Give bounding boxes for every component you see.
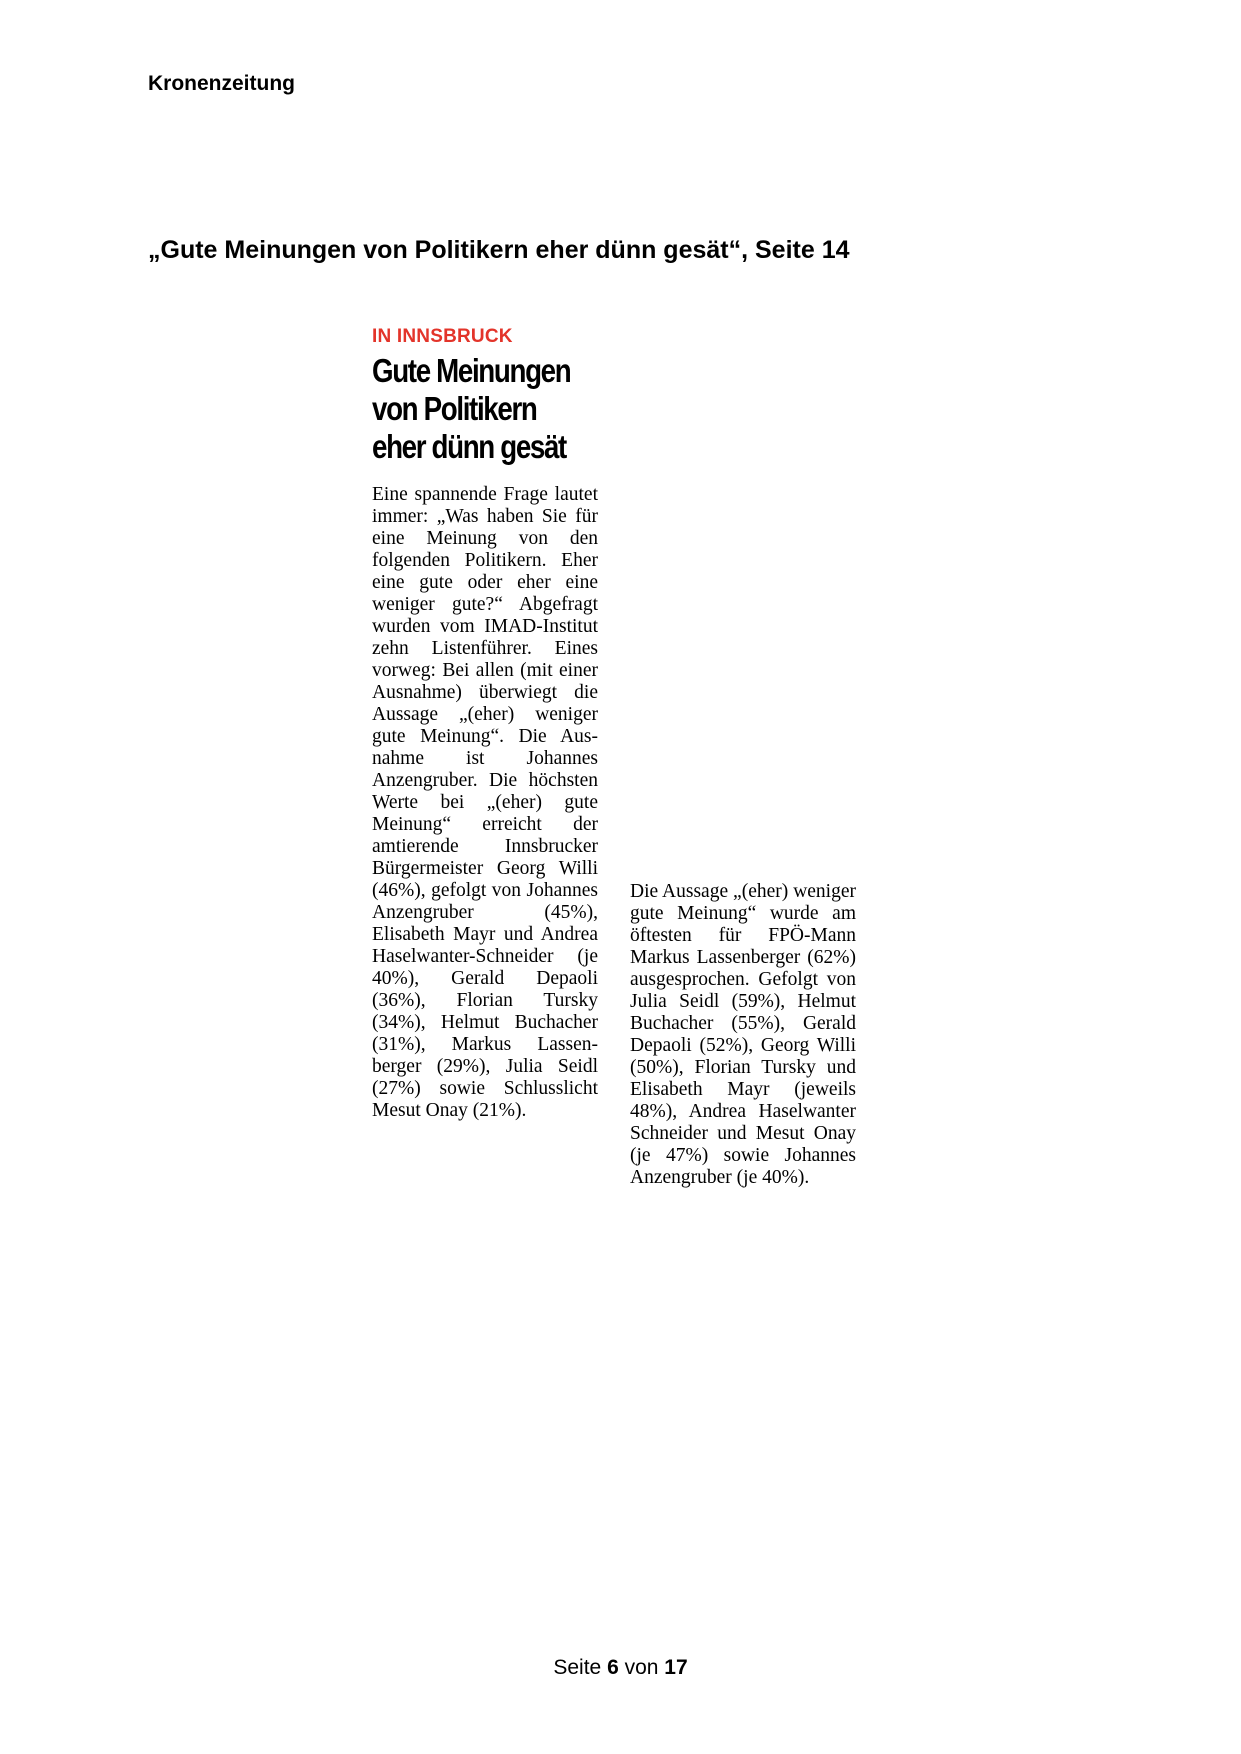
article-headline bbox=[372, 352, 574, 466]
source-name: Kronenzeitung bbox=[148, 72, 295, 95]
headline-line: eher dünn gesät bbox=[372, 428, 566, 465]
document-heading: „Gute Meinungen von Politikern eher dünn gesät“, Seite 14 bbox=[148, 236, 850, 264]
newspaper-clipping bbox=[368, 326, 868, 1266]
headline-line: Gute Meinungen bbox=[372, 352, 571, 389]
article-column-left: Eine spannende Frage lautet immer: „Was haben Sie für eine Meinung von den folgenden Politikern. Eher eine gute oder eher eine weniger gute?“ Abgefragt wurden vom IMAD-Institut zehn Listenführer. Eines vorweg: Bei allen (mit einer Ausnahme) überwiegt die Aussage „(eher) weniger gute Meinung“. Die Ausnahme ist Johannes Anzengruber. Die höchsten Werte bei „(eher) gute Meinung“ erreicht der amtierende Innsbrucker Bürgermeister Georg Willi (46%), gefolgt von Johannes Anzengruber (45%), Elisabeth Mayr und Andrea Haselwanter-Schneider (je 40%), Gerald Depaoli (36%), Florian Tursky (34%), Helmut Buchacher (31%), Markus Lassenberger (29%), Julia Seidl (27%) sowie Schlusslicht Mesut Onay (21%). bbox=[372, 484, 598, 1121]
page-prefix: Seite bbox=[553, 1656, 602, 1679]
headline-line: von Politikern bbox=[372, 390, 537, 427]
page-number bbox=[0, 1656, 1241, 1680]
article-column-right: Die Aussage „(eher) weniger gute Meinung“ wurde am öftesten für FPÖ-Mann Markus Lassenberger (62%) ausgesprochen. Gefolgt von Julia Seidl (59%), Helmut Buchacher (55%), Gerald Depaoli (52%), Georg Willi (50%), Florian Tursky und Elisabeth Mayr (jeweils 48%), Andrea Haselwanter Schneider und Mesut Onay (je 47%) sowie Johannes Anzengruber (je 40%). bbox=[630, 881, 856, 1188]
page-total: 17 bbox=[664, 1656, 688, 1679]
article-kicker: IN INNSBRUCK bbox=[372, 326, 513, 347]
page-separator: von bbox=[624, 1656, 659, 1679]
page-current: 6 bbox=[607, 1656, 619, 1679]
